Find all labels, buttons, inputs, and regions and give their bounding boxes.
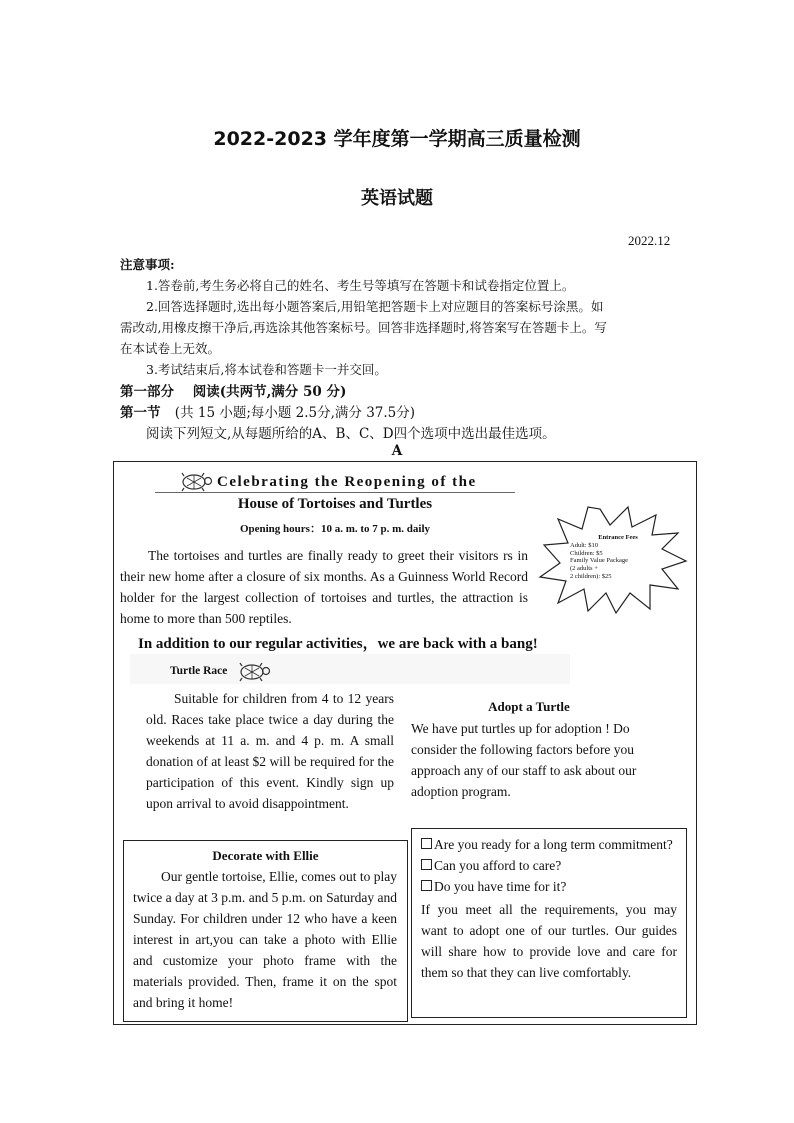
notice-section [120, 254, 675, 380]
part-label: 第一部分 [120, 384, 174, 400]
section-label: 第一节 [120, 405, 161, 421]
ellie-text: Our gentle tortoise, Ellie, comes out to play twice a day at 3 p.m. and 5 p.m. on Saturday and Sunday. For children under 12 who have a keen interest in art,you can take a photo with Ellie and customize your photo frame with the materials provided. Then, frame it on the spot and bring it home! [133, 869, 397, 1010]
checklist-item-3: Do you have time for it? [421, 876, 677, 897]
intro-paragraph: The tortoises and turtles are finally ready to greet their visitors rs in their new home after a closure of six months. As a Guinness World Record holder for the largest collection of tortoises and turtles, the attraction is home to more than 500 reptiles. [120, 548, 528, 626]
part-title: 阅读(共两节,满分 50 分) [192, 384, 347, 400]
turtle-icon [178, 472, 214, 492]
notice-item-3: 3.考试结束后,将本试卷和答题卡一并交回。 [146, 362, 387, 377]
adopt-title: Adopt a Turtle [488, 699, 570, 714]
adopt-closing: If you meet all the requirements, you may want to adopt one of our turtles. Our guides will share how to provide love and care for them so that they can live comfortably. [421, 902, 677, 980]
notice-item-2-line-3: 在本试卷上无效。 [120, 341, 221, 356]
ellie-title: Decorate with Ellie [212, 848, 319, 863]
notice-item-1: 1.答卷前,考生务必将自己的姓名、考生号等填写在答题卡和试卷指定位置上。 [146, 278, 575, 293]
fee-family-line-2: (2 adults + [570, 565, 598, 573]
exam-title: 2022-2023 学年度第一学期高三质量检测 [213, 128, 581, 150]
banner-subtitle: House of Tortoises and Turtles [237, 496, 433, 512]
checkbox-icon [421, 880, 432, 891]
race-text: Suitable for children from 4 to 12 years old. Races take place twice a day during the weekends at 11 a. m. and 4 p. m. A small donation of at least $2 will be required for the participation of this event. Kindly sign up upon arrival to avoid disappointment. [146, 691, 394, 811]
opening-hours: Opening hours：10 a. m. to 7 p. m. daily [239, 523, 431, 535]
fee-adult: Adult: $10 [570, 541, 598, 549]
section-desc: (共 15 小题;每小题 2.5分,满分 37.5分) [174, 405, 416, 421]
instruction: 阅读下列短文,从每题所给的A、B、C、D四个选项中选出最佳选项。 [146, 426, 556, 442]
section-heading [120, 401, 415, 421]
banner-title: Celebrating the Reopening of the [217, 474, 477, 490]
adopt-text: We have put turtles up for adoption ! Do consider the following factors before you approach any of our staff to ask about our adoption program. [411, 721, 637, 799]
fee-family-line-3: 2 children): $25 [570, 572, 612, 580]
part-heading [120, 380, 346, 400]
bang-heading: In addition to our regular activities，we are back with a bang! [138, 636, 538, 652]
passage-letter: A [391, 443, 403, 459]
checkbox-icon [421, 838, 432, 849]
adopt-checklist [421, 834, 677, 983]
fees-title: Entrance Fees [598, 534, 638, 541]
fee-family-line-1: Family Value Package [570, 557, 629, 565]
banner-divider [155, 492, 515, 493]
exam-subtitle: 英语试题 [361, 188, 433, 209]
notice-item-2-line-1: 2.回答选择题时,选出每小题答案后,用铅笔把答题卡上对应题目的答案标号涂黑。如 [146, 299, 604, 314]
turtle-icon [236, 662, 272, 682]
notice-item-2-line-2: 需改动,用橡皮擦干净后,再选涂其他答案标号。回答非选择题时,将答案写在答题卡上。写 [120, 320, 607, 335]
checkbox-icon [421, 859, 432, 870]
notice-heading: 注意事项: [120, 257, 175, 272]
race-title: Turtle Race [170, 665, 228, 677]
exam-date: 2022.12 [628, 233, 671, 248]
checklist-item-2: Can you afford to care? [421, 855, 677, 876]
fee-children: Children: $5 [570, 549, 603, 557]
checklist-item-1: Are you ready for a long term commitment? [421, 834, 677, 855]
entrance-fees [570, 534, 666, 581]
